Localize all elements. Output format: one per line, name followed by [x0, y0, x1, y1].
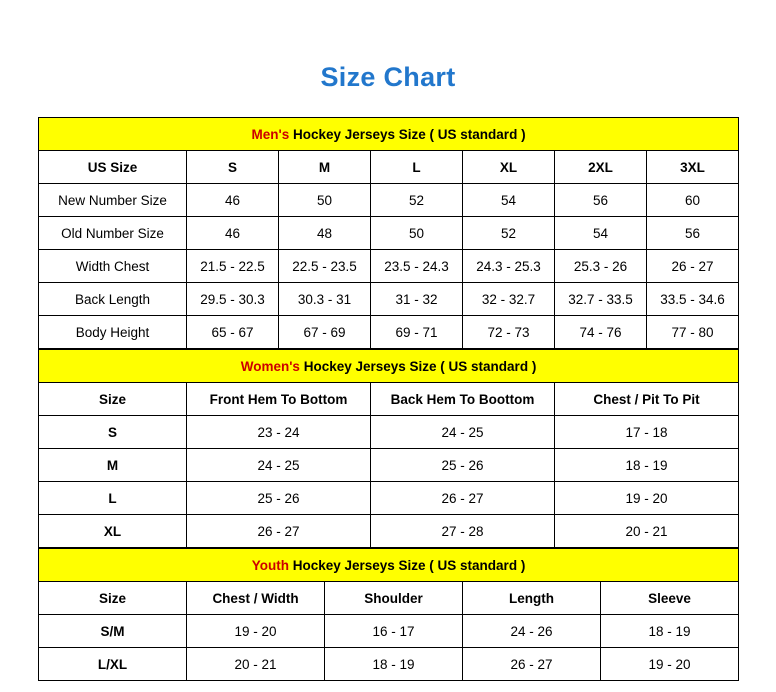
youth-header-sleeve: Sleeve — [601, 582, 739, 615]
womens-column-header-row — [39, 383, 739, 416]
size-chart-container — [38, 117, 738, 681]
table-row — [39, 316, 739, 349]
youth-section-accent: Youth — [251, 557, 289, 573]
mens-section-accent: Men's — [251, 126, 290, 142]
womens-section-header-row — [39, 350, 739, 383]
mens-cell: 22.5 - 23.5 — [279, 250, 371, 283]
mens-cell: 65 - 67 — [187, 316, 279, 349]
mens-section-header-row — [39, 118, 739, 151]
youth-header-size: Size — [39, 582, 187, 615]
youth-row-label: L/XL — [39, 648, 187, 681]
youth-size-table — [38, 548, 739, 681]
mens-cell: 77 - 80 — [647, 316, 739, 349]
womens-cell: 27 - 28 — [371, 515, 555, 548]
womens-header-back-hem: Back Hem To Boottom — [371, 383, 555, 416]
mens-header-l: L — [371, 151, 463, 184]
womens-row-label: S — [39, 416, 187, 449]
womens-header-front-hem: Front Hem To Bottom — [187, 383, 371, 416]
womens-row-label: L — [39, 482, 187, 515]
mens-cell: 25.3 - 26 — [555, 250, 647, 283]
womens-header-size: Size — [39, 383, 187, 416]
womens-cell: 19 - 20 — [555, 482, 739, 515]
table-row — [39, 250, 739, 283]
mens-row-label: Body Height — [39, 316, 187, 349]
womens-cell: 25 - 26 — [371, 449, 555, 482]
womens-header-chest: Chest / Pit To Pit — [555, 383, 739, 416]
mens-row-label: Back Length — [39, 283, 187, 316]
mens-cell: 60 — [647, 184, 739, 217]
mens-cell: 30.3 - 31 — [279, 283, 371, 316]
mens-cell: 56 — [555, 184, 647, 217]
table-row — [39, 283, 739, 316]
mens-cell: 52 — [463, 217, 555, 250]
mens-cell: 32 - 32.7 — [463, 283, 555, 316]
youth-column-header-row — [39, 582, 739, 615]
mens-cell: 26 - 27 — [647, 250, 739, 283]
mens-cell: 24.3 - 25.3 — [463, 250, 555, 283]
mens-cell: 56 — [647, 217, 739, 250]
mens-cell: 21.5 - 22.5 — [187, 250, 279, 283]
womens-section-accent: Women's — [240, 358, 300, 374]
youth-cell: 19 - 20 — [187, 615, 325, 648]
youth-section-rest: Hockey Jerseys Size ( US standard ) — [288, 557, 526, 573]
mens-column-header-row — [39, 151, 739, 184]
womens-row-label: XL — [39, 515, 187, 548]
mens-header-2xl: 2XL — [555, 151, 647, 184]
mens-header-3xl: 3XL — [647, 151, 739, 184]
mens-cell: 69 - 71 — [371, 316, 463, 349]
table-row — [39, 184, 739, 217]
mens-cell: 48 — [279, 217, 371, 250]
mens-cell: 67 - 69 — [279, 316, 371, 349]
womens-cell: 26 - 27 — [187, 515, 371, 548]
youth-cell: 18 - 19 — [325, 648, 463, 681]
mens-size-table — [38, 117, 739, 349]
mens-cell: 32.7 - 33.5 — [555, 283, 647, 316]
mens-cell: 46 — [187, 184, 279, 217]
mens-cell: 46 — [187, 217, 279, 250]
mens-header-us-size: US Size — [39, 151, 187, 184]
youth-cell: 18 - 19 — [601, 615, 739, 648]
womens-cell: 24 - 25 — [187, 449, 371, 482]
table-row — [39, 217, 739, 250]
mens-cell: 29.5 - 30.3 — [187, 283, 279, 316]
page-title: Size Chart — [320, 62, 456, 92]
womens-cell: 20 - 21 — [555, 515, 739, 548]
table-row — [39, 648, 739, 681]
mens-row-label: New Number Size — [39, 184, 187, 217]
youth-row-label: S/M — [39, 615, 187, 648]
mens-cell: 52 — [371, 184, 463, 217]
youth-cell: 16 - 17 — [325, 615, 463, 648]
mens-cell: 50 — [371, 217, 463, 250]
youth-header-length: Length — [463, 582, 601, 615]
womens-cell: 24 - 25 — [371, 416, 555, 449]
table-row — [39, 615, 739, 648]
womens-row-label: M — [39, 449, 187, 482]
mens-section-title — [39, 118, 739, 151]
womens-section-title — [39, 350, 739, 383]
youth-cell: 19 - 20 — [601, 648, 739, 681]
youth-cell: 26 - 27 — [463, 648, 601, 681]
womens-cell: 26 - 27 — [371, 482, 555, 515]
youth-cell: 20 - 21 — [187, 648, 325, 681]
mens-row-label: Old Number Size — [39, 217, 187, 250]
womens-section-rest: Hockey Jerseys Size ( US standard ) — [299, 358, 537, 374]
table-row — [39, 449, 739, 482]
table-row — [39, 416, 739, 449]
womens-cell: 18 - 19 — [555, 449, 739, 482]
mens-section-rest: Hockey Jerseys Size ( US standard ) — [289, 126, 526, 142]
mens-cell: 54 — [463, 184, 555, 217]
youth-cell: 24 - 26 — [463, 615, 601, 648]
mens-row-label: Width Chest — [39, 250, 187, 283]
youth-header-chest-width: Chest / Width — [187, 582, 325, 615]
mens-cell: 72 - 73 — [463, 316, 555, 349]
mens-cell: 74 - 76 — [555, 316, 647, 349]
table-row — [39, 515, 739, 548]
mens-cell: 50 — [279, 184, 371, 217]
youth-section-title — [39, 549, 739, 582]
mens-header-xl: XL — [463, 151, 555, 184]
youth-header-shoulder: Shoulder — [325, 582, 463, 615]
womens-size-table — [38, 349, 739, 548]
womens-cell: 17 - 18 — [555, 416, 739, 449]
womens-cell: 25 - 26 — [187, 482, 371, 515]
mens-cell: 54 — [555, 217, 647, 250]
mens-header-m: M — [279, 151, 371, 184]
mens-cell: 31 - 32 — [371, 283, 463, 316]
womens-cell: 23 - 24 — [187, 416, 371, 449]
youth-section-header-row — [39, 549, 739, 582]
table-row — [39, 482, 739, 515]
mens-cell: 23.5 - 24.3 — [371, 250, 463, 283]
mens-cell: 33.5 - 34.6 — [647, 283, 739, 316]
mens-header-s: S — [187, 151, 279, 184]
